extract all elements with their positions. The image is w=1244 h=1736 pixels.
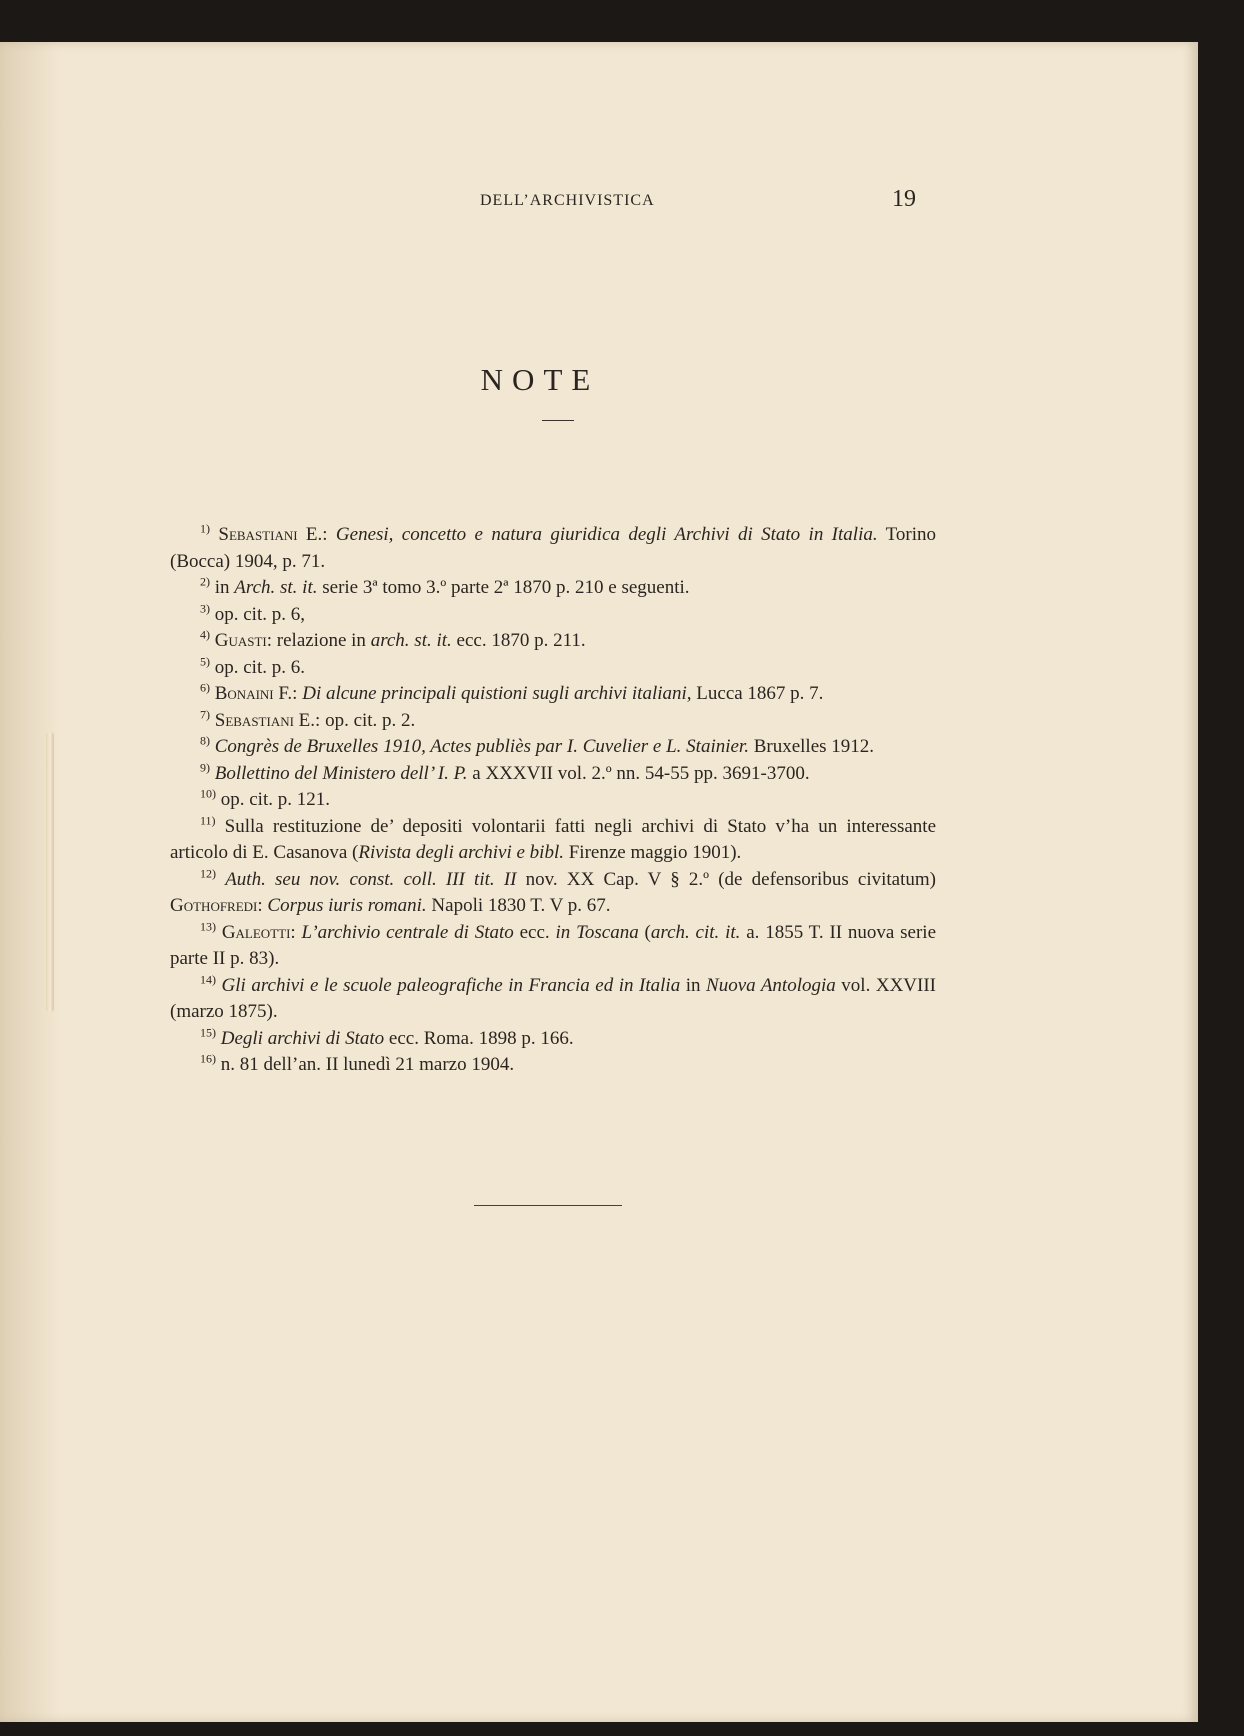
notes-list bbox=[170, 522, 936, 1079]
note-16: $^{16)}$ n. 81 dell’an. II lunedì 21 marzo 1904. bbox=[200, 1051, 515, 1075]
running-head bbox=[180, 188, 940, 218]
note-2: $^{2)}$ in Arch. st. it. serie 3ª tomo 3.º parte 2ª 1870 p. 210 e seguenti. bbox=[200, 574, 690, 598]
note-13: $^{13)}$ Galeotti: L’archivio centrale di Stato ecc. in Toscana (arch. cit. it. a. 1855 T. II nuova serie parte II p. 83). bbox=[170, 919, 937, 969]
note-4: $^{4)}$ Guasti: relazione in arch. st. it. ecc. 1870 p. 211. bbox=[200, 627, 586, 651]
note-6: $^{6)}$ Bonaini F.: Di alcune principali quistioni sugli archivi italiani, Lucca 1867 p. 7. bbox=[200, 680, 824, 704]
closing-rule bbox=[474, 1205, 622, 1206]
binding-staple bbox=[46, 732, 54, 1012]
note-10: $^{10)}$ op. cit. p. 121. bbox=[200, 786, 330, 810]
book-page bbox=[0, 42, 1198, 1722]
note-9: $^{9)}$ Bollettino del Ministero dell’ I. P. a XXXVII vol. 2.º nn. 54-55 pp. 3691-3700. bbox=[200, 760, 810, 784]
note-11: $^{11)}$ Sulla restituzione de’ depositi volontarii fatti negli archivi di Stato v’ha un interessante articolo di E. Casanova (Rivista degli archivi e bibl. Firenze maggio 1901). bbox=[170, 813, 937, 863]
note-8: $^{8)}$ Congrès de Bruxelles 1910, Actes publiès par I. Cuvelier e L. Stainier. Bruxelles 1912. bbox=[200, 733, 875, 757]
note-5: $^{5)}$ op. cit. p. 6. bbox=[200, 654, 305, 678]
running-head-title: DELL’ARCHIVISTICA bbox=[480, 192, 655, 209]
note-14: $^{14)}$ Gli archivi e le scuole paleografiche in Francia ed in Italia in Nuova Antologia vol. XXVIII (marzo 1875). bbox=[170, 972, 936, 1022]
section-heading: NOTE bbox=[480, 362, 600, 397]
note-12: $^{12)}$ Auth. seu nov. const. coll. III tit. II nov. XX Cap. V § 2.º (de defensoribus civitatum) Gothofredi: Corpus iuris romani. Napoli 1830 T. V p. 67. bbox=[170, 866, 936, 916]
note-3: $^{3)}$ op. cit. p. 6, bbox=[200, 601, 305, 625]
page-number: 19 bbox=[892, 186, 916, 212]
note-15: $^{15)}$ Degli archivi di Stato ecc. Roma. 1898 p. 166. bbox=[200, 1025, 574, 1049]
heading-rule bbox=[542, 420, 574, 421]
note-1: $^{1)}$ Sebastiani E.: Genesi, concetto e natura giuridica degli Archivi di Stato in Italia. Torino (Bocca) 1904, p. 71. bbox=[170, 521, 936, 572]
note-7: $^{7)}$ Sebastiani E.: op. cit. p. 2. bbox=[200, 707, 416, 731]
